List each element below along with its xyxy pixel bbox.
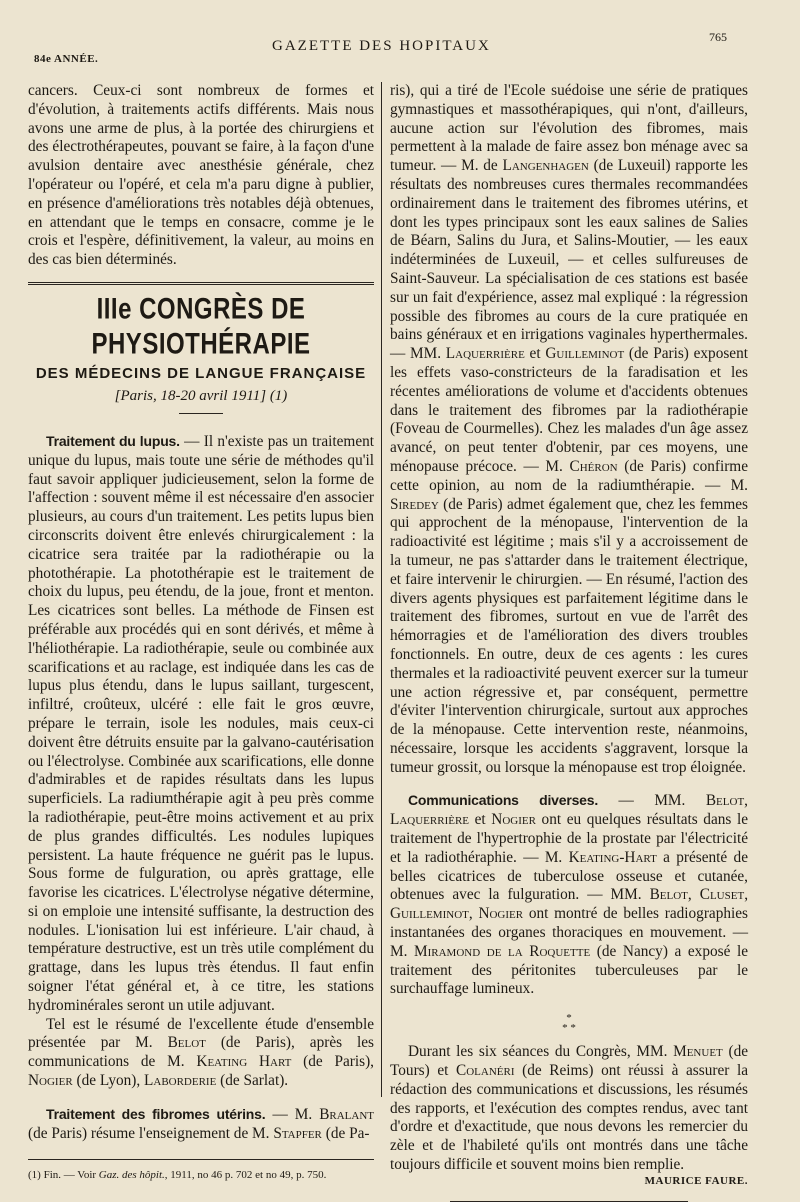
author-laquerriere: Laquerrière: [445, 345, 525, 363]
right-column: [390, 82, 748, 1202]
summary-text: Tel est le résumé de l'excellente étude d'ensemble présentée par M.: [28, 1015, 374, 1052]
heading-communications: Communications diverses.: [408, 792, 599, 809]
closing-text: (de Reims) ont réussi à assurer la rédaction des communications et discussions, les résumés des rapports, et l'exécution des comptes rendus, avec tant d'ordre et d'exactitude, que nous devons les remercier du zèle et de l'habileté qu'ils ont montrés dans une tâche toujours difficile et souvent moins bien remplie.: [390, 1062, 749, 1174]
author-colaneri: Colanéri: [456, 1062, 515, 1080]
author-laquerriere: Laquerrière: [390, 811, 470, 829]
author-miramond: Miramond de la Roquette: [414, 942, 591, 960]
fibromes-text: (de Paris) résume l'enseignement de M.: [28, 1124, 274, 1142]
fibromes-continued-text: ris), qui a tiré de l'Ecole suédoise une série de pratiques gymnastiques et massothérapiques, qui n'ont, d'ailleurs, aucune action sur l'évolution des fibromes, mais permettent à la malade de faire assez bon ménage avec sa tumeur. — M. de: [390, 82, 748, 175]
author-guilleminot: Guilleminot: [390, 905, 469, 923]
fibromes-continued-text: (de Luxeuil) rapporte les résultats des nombreuses cures thermales recommandées ordinairement dans le traitement des fibromes utérins, et dont les types principaux sont les eaux salines de Salies de Béarn, Salins du Jura, et Salins-Moutier, — les eaux indéterminées de Luxeuil, — et celles sulfureuses de Saint-Sauveur. La spécialisation de ces stations est basée sur un fait d'expérience, assez mal expliqué : la régression possible des fibromes au cours de la cure pratiquée en bains généraux et en irrigations vaginales hyperthermales. — MM.: [390, 157, 748, 363]
author-langenhagen: Langenhagen: [502, 157, 589, 175]
author-nogier: Nogier: [491, 811, 536, 829]
communications-text: (de Nancy) a exposé le traitement des péritonites tuberculeuses par le surchauffage lumineux.: [390, 942, 748, 998]
spacer: [28, 1091, 374, 1105]
fibromes-continued-text: et: [524, 345, 546, 363]
author-menuet: Menuet: [673, 1043, 723, 1061]
journal-title: GAZETTE DES HOPITAUX: [272, 38, 491, 54]
left-column: [28, 82, 374, 1183]
heading-fibromes: Traitement des fibromes utérins.: [46, 1105, 266, 1122]
closing-text: (de Tours) et: [390, 1043, 749, 1080]
author-guilleminot: Guilleminot: [545, 345, 625, 363]
spacer: [390, 777, 748, 791]
fibromes-continued-text: (de Paris) admet également que, chez les femmes qui approchent de la ménopause, l'intervention de la radioactivité est légitime ; mais s'il y a accroissement de la tumeur, ne pas s'attarder dans le traitement électrique, et faire intervenir le chirurgien. — En résumé, l'action des divers agents physiques est parfaitement légitime dans le traitement des fibromes, surtout en vue de l'arrêt des hémorragies et de l'amélioration des divers troubles fonctionnels. En outre, deux de ces agents : les cures thermales et la radioactivité peuvent exercer sur la tumeur une action régressive et, par conséquent, permettre d'éviter l'intervention chirurgicale, surtout aux approches de la ménopause. Cette intervention reste, néanmoins, nécessaire, lorsque les accidents s'aggravent, lorsque la tumeur grossit, ou lorsque la ménopause est trop éloignée.: [390, 495, 748, 776]
author-nogier: Nogier: [28, 1072, 73, 1090]
summary-text: (de Sarlat).: [216, 1072, 289, 1090]
paragraph-summary: [28, 1016, 374, 1091]
asterism: [390, 1013, 748, 1033]
fibromes-continued-text: (de Paris) confirme cette opinion, au nom de la radiumthérapie. — M.: [390, 457, 748, 494]
author-belot: Belot: [167, 1034, 206, 1052]
footnote-text: , 1911, no 46 p. 702 et no 49, p. 750.: [164, 1169, 327, 1182]
author-keating-hart: Keating Hart: [196, 1053, 292, 1071]
footnote-divider: [28, 1159, 374, 1160]
paragraph-communications: [390, 791, 748, 999]
column-divider: [381, 82, 382, 1097]
short-divider: [179, 413, 223, 414]
communications-text: — MM.: [598, 792, 706, 810]
author-siredey: Siredey: [390, 495, 439, 513]
author-stapfer: Stapfer: [273, 1124, 322, 1142]
summary-text: (de Paris),: [291, 1053, 374, 1071]
section-divider: [28, 282, 374, 285]
communications-text: ,: [744, 792, 748, 810]
summary-text: (de Lyon),: [72, 1072, 145, 1090]
author-laborderie: Laborderie: [144, 1072, 217, 1090]
communications-text: ont eu quelques résultats dans le traitement de l'hypertrophie de la prostate par l'électricité et la radiothéraphie. — M.: [390, 811, 748, 866]
asterism-top: *: [566, 1012, 572, 1025]
paragraph-lupus: [28, 432, 374, 1016]
author-signature: MAURICE FAURE.: [644, 1174, 748, 1187]
congress-subtitle: DES MÉDECINS DE LANGUE FRANÇAISE: [35, 364, 367, 382]
congress-place-date: [Paris, 18-20 avril 1911] (1): [114, 387, 288, 404]
communications-text: et: [469, 811, 492, 829]
author-cluset: Cluset: [699, 886, 745, 904]
footnote: [28, 1168, 374, 1183]
fibromes-continued-text: (de Paris) exposent les effets vaso-constricteurs de la faradisation et les récentes améliorations de volume et d'accidents obtenues dans le traitement des fibromes par la radiothérapie (Foveau de Courmelles). Chez les malades d'un âge assez avancé, on peut tenter d'obtenir, par ces moyens, une ménopause précoce. — M.: [390, 345, 748, 475]
author-belot: Belot: [649, 886, 688, 904]
communications-text: ont montré de belles radiographies instantanées des organes thoraciques en mouvement. — M.: [390, 905, 748, 960]
communications-text: a présenté de belles cicatrices de tuberculose osseuse et cutanée, obtenues avec la fulguration. — MM.: [390, 848, 748, 904]
lupus-text: — Il n'existe pas un traitement unique du lupus, mais toute une série de méthodes qu'il faut savoir appliquer judicieusement, selon la forme de l'affection : souvent même il est nécessaire d'en associer plusieurs, au cours d'un traitement. Les petits lupus bien circonscrits doivent être enlevés chirurgicalement : la cicatrice sera traitée par la radiothérapie ou la photothérapie. La photothérapie est le traitement de choix du lupus, peu étendu, de la joue, front et menton. Les cicatrices sont belles. La méthode de Finsen est préférable aux procédés qui en sont dérivés, et même à l'héliothérapie. La radiothérapie, seule ou combinée aux scarifications et au raclage, est indiquée dans les cas de lupus plus étendu, dans le lupus saillant, turgescent, infiltré, croûteux, ulcéré : elle fait le gros œuvre, prépare le terrain, isole les nodules, mais ceux-ci doivent être détruits ensuite par la galvano-cautérisation ou l'électrolyse. Combinée aux scarifications, elle donne d'admirables et de rapides résultats dans les lupus superficiels. La radiumthérapie agit à peu près comme la radiothérapie, peut-être moins activement et au prix de plus grandes difficultés. Les nodules lupiques persistent. La haute fréquence ne guérit pas le lupus. Sous forme de fulguration, ou après grattage, elle favorise les cicatrices. L'électrolyse négative détermine, si on emploie une intensité suffisante, la destruction des nodules. L'ionisation lui est inférieure. L'air chaud, à température destructive, est un très utile complément du grattage, dans les lupus très étendus. Il faut enfin soigner l'état général et, à ce titre, les stations hydrominérales seront un utile adjuvant.: [28, 432, 375, 1014]
paragraph-fibromes-continued: [390, 82, 748, 777]
author-cheron: Chéron: [569, 457, 618, 475]
fibromes-text: — M.: [265, 1105, 320, 1123]
congress-title: IIIe CONGRÈS DE PHYSIOTHÉRAPIE: [91, 291, 311, 361]
page-number: 765: [709, 30, 727, 44]
author-belot: Belot: [705, 792, 745, 810]
communications-text: ,: [744, 886, 749, 904]
heading-lupus: Traitement du lupus.: [46, 432, 180, 449]
year-label: 84e ANNÉE.: [34, 53, 99, 65]
asterism-bottom: * *: [562, 1022, 576, 1035]
paragraph-fibromes: [28, 1105, 374, 1144]
fibromes-text: (de Pa-: [321, 1124, 370, 1142]
footnote-text: (1) Fin. — Voir: [28, 1169, 99, 1182]
author-bralant: Bralant: [319, 1105, 374, 1123]
paragraph-closing: [390, 1043, 748, 1175]
communications-text: ,: [468, 905, 479, 923]
closing-text: Durant les six séances du Congrès, MM.: [408, 1043, 674, 1061]
summary-text: (de Paris), après les communications de M.: [28, 1034, 375, 1071]
author-keating-hart: Keating-Hart: [568, 848, 657, 866]
author-nogier: Nogier: [478, 905, 524, 923]
communications-text: ,: [687, 886, 700, 904]
paragraph-cancers: cancers. Ceux-ci sont nombreux de formes et d'évolution, à traitements actifs différents. Mais nous avons une arme de plus, à la portée des chirurgiens et des électrothérapeutes, pouvant se faire, à la façon d'une avulsion dentaire avec anesthésie générale, chez l'opérateur ou l'opéré, et cela m'a paru digne à publier, en présence d'améliorations très notables déjà obtenues, en attendant que le temps en consacre, comme je le crois et l'espère, définitivement, la valeur, au moins en des cas bien déterminés.: [28, 82, 374, 269]
footnote-reference: Gaz. des hôpit.: [98, 1169, 165, 1182]
